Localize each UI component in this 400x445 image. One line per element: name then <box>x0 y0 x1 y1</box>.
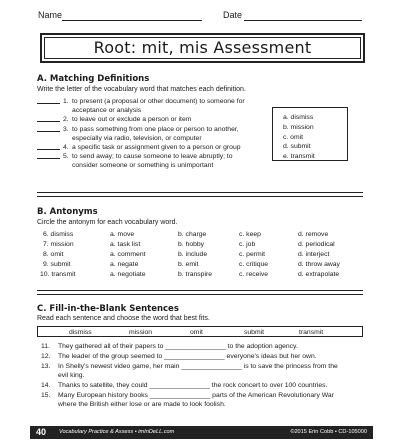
antonym-option[interactable]: c. receive <box>239 271 269 278</box>
antonym-option[interactable]: a. task list <box>110 241 141 248</box>
vocab-word: 7. mission <box>43 241 74 248</box>
section-a-heading: A. Matching Definitions <box>37 74 150 84</box>
section-divider <box>37 192 363 197</box>
antonym-option[interactable]: a. comment <box>110 251 146 258</box>
antonym-option[interactable]: c. critique <box>239 261 269 268</box>
antonym-option[interactable]: d. interject <box>298 251 330 258</box>
definition-list <box>37 97 272 171</box>
sentence-text[interactable]: Many European history books ________________ parts of the American Revolutionary War <box>58 392 334 399</box>
sentence-text[interactable]: In Shelly's newest video game, her main ________________ is to save the princess from the <box>58 363 338 370</box>
name-label: Name <box>38 10 63 20</box>
antonym-option[interactable]: a. negate <box>110 261 139 268</box>
vocab-word: 8. omit <box>43 251 64 258</box>
definition-item: 5. to send away; to cause someone to leave abruptly; to consider someone or something is unimportant <box>37 152 272 170</box>
vocab-word: 10. transmit <box>40 271 76 278</box>
antonym-option[interactable]: b. charge <box>178 231 207 238</box>
antonym-option[interactable]: b. hobby <box>178 241 205 248</box>
page-title: Root: mit, mis Assessment <box>93 38 312 57</box>
vocab-word: 9. submit <box>43 261 71 268</box>
answer-blank[interactable] <box>37 152 60 159</box>
title-banner <box>40 33 365 63</box>
answer-blank[interactable] <box>37 115 60 122</box>
section-b-instruction: Circle the antonym for each vocabulary word. <box>37 219 178 226</box>
antonym-option[interactable]: d. extrapolate <box>298 271 340 278</box>
antonym-row <box>36 271 366 281</box>
antonym-option[interactable]: c. permit <box>239 251 266 258</box>
sentence-text[interactable]: The leader of the group seemed to ________________ everyone's ideas but her own. <box>58 353 317 360</box>
section-c-heading: C. Fill-in-the-Blank Sentences <box>37 304 179 314</box>
word-bank-item: dismiss <box>69 328 92 336</box>
word-bank-item: submit <box>244 328 265 336</box>
antonym-option[interactable]: d. remove <box>298 231 329 238</box>
page-footer <box>30 426 373 439</box>
section-b-heading: B. Antonyms <box>37 207 98 217</box>
page-number: 40 <box>36 427 47 437</box>
antonym-option[interactable]: d. periodical <box>298 241 335 248</box>
antonym-option[interactable]: b. transpire <box>178 271 213 278</box>
word-choice-box <box>272 107 348 161</box>
answer-blank[interactable] <box>37 97 60 104</box>
antonym-row <box>36 231 366 241</box>
antonym-option[interactable]: d. throw away <box>298 261 340 268</box>
word-bank-item: omit <box>190 328 203 336</box>
word-choice: c. omit <box>283 133 304 141</box>
antonym-option[interactable]: a. move <box>110 231 135 238</box>
date-line[interactable] <box>244 20 362 21</box>
definition-item: 2. to leave out or exclude a person or item <box>37 115 272 124</box>
word-bank <box>37 326 363 337</box>
sentence-text[interactable]: Thanks to satellite, they could ________________ the rock concert to over 100 countries. <box>58 382 328 389</box>
antonym-option[interactable]: b. include <box>178 251 208 258</box>
antonym-option[interactable]: c. job <box>239 241 256 248</box>
sentence-text[interactable]: They gathered all of their papers to ________________ to the adoption agency. <box>58 343 298 350</box>
definition-item: 1. to present (a proposal or other document) to someone for acceptance or analysis <box>37 97 272 115</box>
word-bank-item: transmit <box>299 328 324 336</box>
name-line[interactable] <box>62 20 202 21</box>
definition-item: 3. to pass something from one place or person to another, especially via radio, television, or computer <box>37 125 272 143</box>
section-a-instruction: Write the letter of the vocabulary word that matches each definition. <box>37 86 246 93</box>
word-bank-item: mission <box>129 328 153 336</box>
antonym-option[interactable]: b. emit <box>178 261 199 268</box>
series-name: Vocabulary Practice & Assess • imInDeLL.com <box>59 429 175 435</box>
antonym-row <box>36 241 366 251</box>
date-label: Date <box>223 10 243 20</box>
section-c-instruction: Read each sentence and choose the word that best fits. <box>37 315 210 322</box>
antonym-option[interactable]: c. keep <box>239 231 261 238</box>
antonym-option[interactable]: a. negotiate <box>110 271 146 278</box>
section-divider <box>37 290 363 295</box>
word-choice: a. dismiss <box>283 114 314 121</box>
answer-blank[interactable] <box>37 143 60 150</box>
word-choice: d. submit <box>283 143 311 151</box>
definition-item: 4. a specific task or assignment given to a person or group <box>37 143 272 152</box>
antonym-row <box>36 261 366 271</box>
word-choice: b. mission <box>283 123 314 131</box>
vocab-word: 6. dismiss <box>43 231 74 238</box>
answer-blank[interactable] <box>37 125 60 132</box>
antonym-row <box>36 251 366 261</box>
word-choice: e. transmit <box>283 153 315 161</box>
copyright: ©2015 Erin Cobb • CD-105000 <box>290 429 367 435</box>
